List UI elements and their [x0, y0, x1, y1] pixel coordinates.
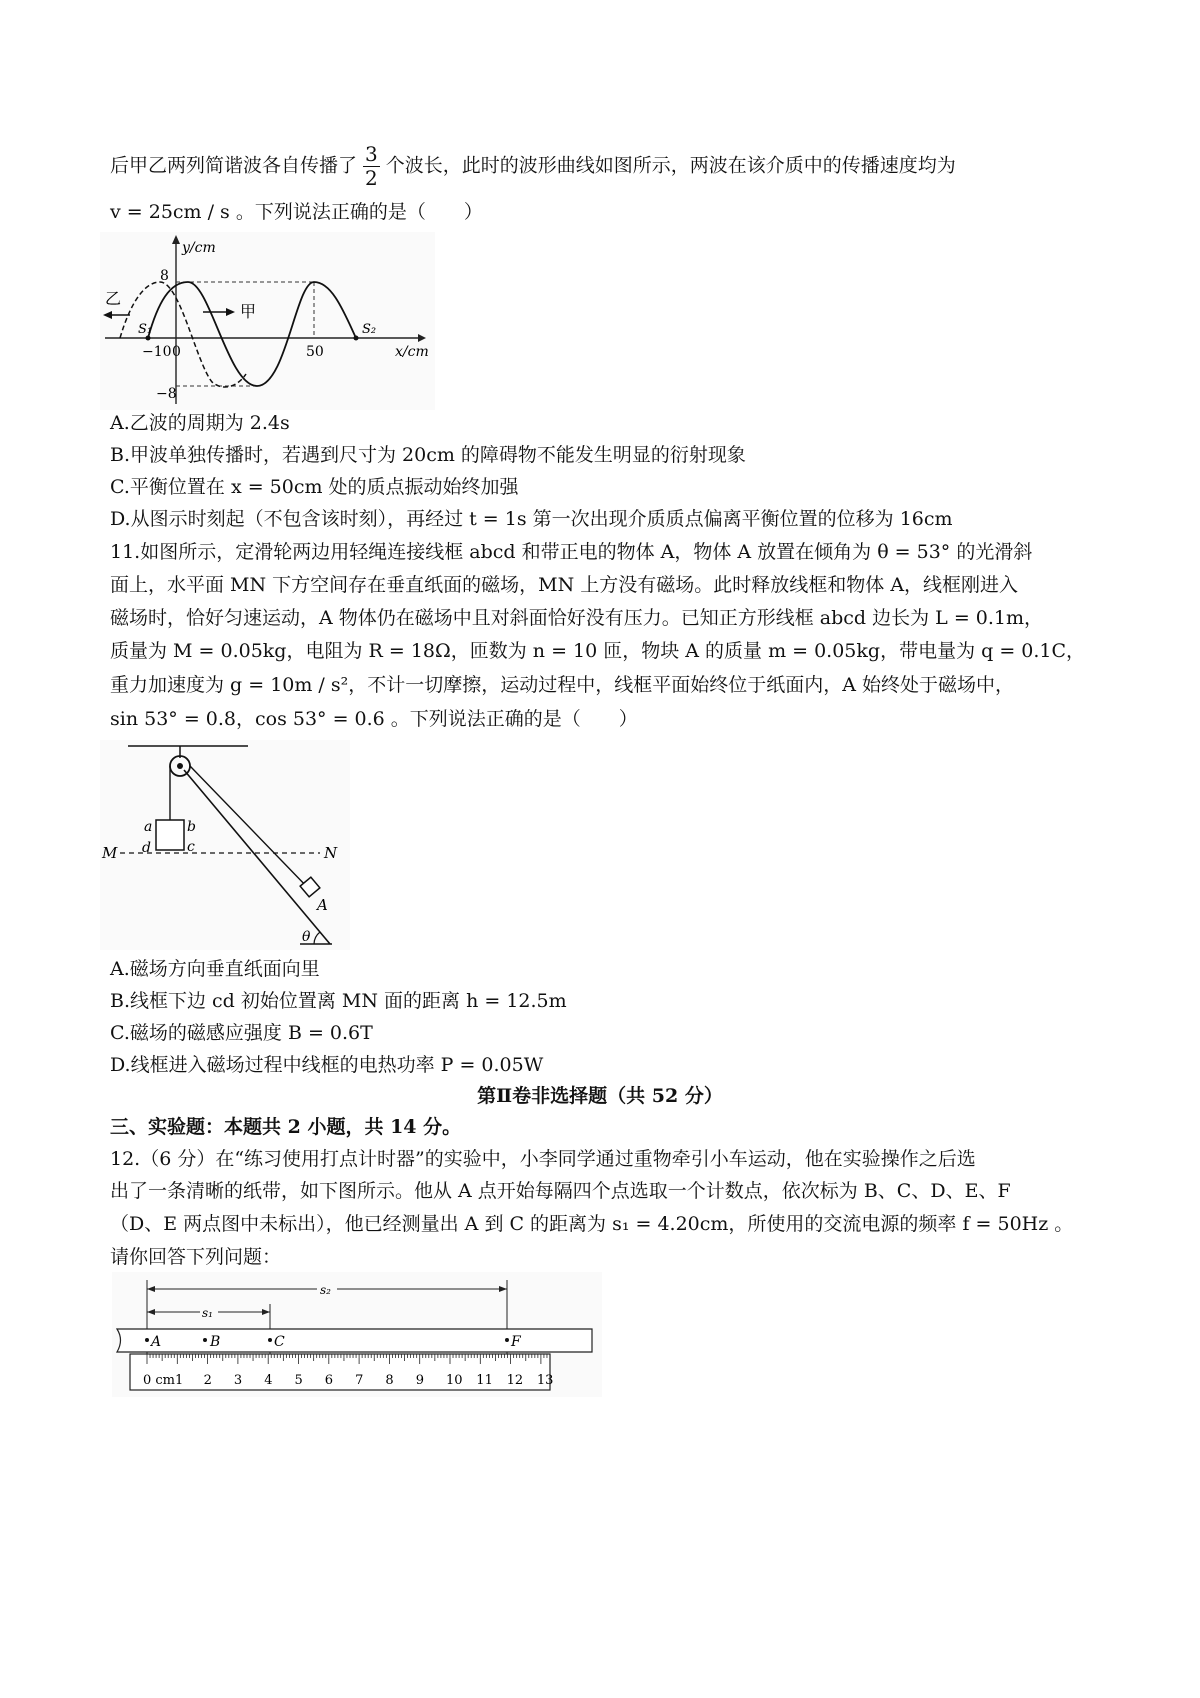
q11-option-c: C.磁场的磁感应强度 B = 0.6T	[110, 1022, 373, 1044]
y-axis-label: y/cm	[182, 240, 216, 256]
fraction-denominator: 2	[365, 166, 378, 190]
y-top-tick: 8	[160, 268, 169, 284]
q11-stem-line: 磁场时，恰好匀速运动，A 物体仍在磁场中且对斜面恰好没有压力。已知正方形线框 abcd 边长为 L = 0.1m，	[110, 607, 1044, 629]
section3-title: 三、实验题：本题共 2 小题，共 14 分。	[110, 1116, 462, 1138]
q10-option-b: B.甲波单独传播时，若遇到尺寸为 20cm 的障碍物不能发生明显的衍射现象	[110, 444, 746, 466]
x-axis-label: x/cm	[395, 344, 429, 360]
label-a: a	[144, 819, 153, 835]
q10-stem-line2: v = 25cm / s 。下列说法正确的是（ ）	[110, 201, 483, 223]
tape-dot-b	[203, 1338, 207, 1342]
q11-stem-line: 重力加速度为 g = 10m / s²，不计一切摩擦，运动过程中，线框平面始终位于纸面内，A 始终处于磁场中，	[110, 674, 1015, 696]
q11-option-d: D.线框进入磁场过程中线框的电热功率 P = 0.05W	[110, 1054, 544, 1076]
q10-option-a: A.乙波的周期为 2.4s	[110, 412, 290, 434]
ruler-label: 3	[233, 1373, 243, 1388]
tape-dot-c	[268, 1338, 272, 1342]
ruler-label: 5	[294, 1373, 303, 1388]
q10-option-c: C.平衡位置在 x = 50cm 处的质点振动始终加强	[110, 476, 519, 498]
ruler-label: 12	[506, 1373, 524, 1388]
q12-stem-line: 请你回答下列问题：	[110, 1246, 282, 1268]
fraction	[363, 143, 380, 190]
ruler-label: 2	[203, 1373, 212, 1388]
label-block-a: A	[317, 896, 328, 914]
label-c: c	[187, 839, 195, 855]
label-m: M	[102, 844, 118, 862]
wave-figure	[100, 232, 435, 410]
wave-yi-label: 乙	[105, 289, 122, 308]
pulley-incline-figure	[100, 740, 350, 950]
q11-stem-line: 11.如图所示，定滑轮两边用轻绳连接线框 abcd 和带正电的物体 A，物体 A 放置在倾角为 θ = 53° 的光滑斜	[110, 541, 1033, 563]
q12-stem-line: 12.（6 分）在“练习使用打点计时器”的实验中，小李同学通过重物牵引小车运动，他在实验操作之后选	[110, 1148, 976, 1170]
source-s2-label: S₂	[362, 322, 377, 337]
ruler-label: 6	[324, 1373, 334, 1388]
x-tick-neg: −10	[142, 344, 172, 360]
paper-tape	[117, 1329, 592, 1352]
ruler-label: 10	[446, 1373, 463, 1388]
s2-label: s₂	[320, 1283, 331, 1297]
ruler-label: 9	[415, 1373, 424, 1388]
q12-stem-line: （D、E 两点图中未标出），他已经测量出 A 到 C 的距离为 s₁ = 4.20cm，所使用的交流电源的频率 f = 50Hz 。	[110, 1213, 1074, 1235]
q11-option-b: B.线框下边 cd 初始位置离 MN 面的距离 h = 12.5m	[110, 990, 567, 1012]
q12-stem-line: 出了一条清晰的纸带，如下图所示。他从 A 点开始每隔四个点选取一个计数点，依次标为 B、C、D、E、F	[110, 1180, 1011, 1202]
point-f-label: F	[511, 1334, 521, 1350]
label-n: N	[324, 844, 338, 862]
s1-label: s₁	[202, 1306, 213, 1320]
x-tick-zero: 0	[172, 344, 181, 360]
ruler-label: 4	[264, 1373, 273, 1388]
q11-option-a: A.磁场方向垂直纸面向里	[110, 958, 320, 980]
label-b: b	[187, 819, 196, 835]
source-s2-dot	[354, 336, 359, 341]
point-c-label: C	[274, 1334, 285, 1350]
label-d: d	[142, 840, 151, 856]
q11-stem-line: sin 53° = 0.8，cos 53° = 0.6 。下列说法正确的是（ ）	[110, 708, 638, 730]
q10-option-d: D.从图示时刻起（不包含该时刻），再经过 t = 1s 第一次出现介质质点偏离平衡位置的位移为 16cm	[110, 508, 953, 530]
ruler-label: 13	[536, 1373, 554, 1388]
label-theta: θ	[302, 929, 311, 945]
tape-ruler-figure	[112, 1272, 602, 1397]
q10-stem-line1	[110, 143, 956, 190]
q10-stem-text-a: 后甲乙两列简谐波各自传播了	[110, 154, 358, 177]
source-s1-label: S₁	[138, 322, 153, 337]
coil-frame-abcd	[156, 820, 184, 850]
tape-dot-a	[145, 1338, 149, 1342]
q11-stem-line: 质量为 M = 0.05kg，电阻为 R = 18Ω，匝数为 n = 10 匝，物块 A 的质量 m = 0.05kg，带电量为 q = 0.1C，	[110, 640, 1086, 662]
point-a-label: A	[151, 1334, 162, 1350]
section2-title: 第Ⅱ卷非选择题（共 52 分）	[477, 1085, 723, 1107]
q10-stem-text-b: 个波长，此时的波形曲线如图所示，两波在该介质中的传播速度均为	[385, 154, 956, 177]
ruler-label: 11	[476, 1373, 493, 1388]
ruler-label: 0 cm1	[143, 1373, 184, 1388]
wave-jia-label: 甲	[240, 302, 257, 321]
ruler-label: 7	[355, 1373, 364, 1388]
ruler-label: 8	[385, 1373, 394, 1388]
fraction-numerator: 3	[365, 142, 378, 166]
y-bottom-tick: −8	[156, 386, 177, 402]
tape-dot-f	[505, 1338, 509, 1342]
x-tick-50: 50	[306, 344, 324, 360]
q11-stem-line: 面上，水平面 MN 下方空间存在垂直纸面的磁场，MN 上方没有磁场。此时释放线框和物体 A，线框刚进入	[110, 574, 1019, 596]
point-b-label: B	[210, 1334, 221, 1350]
